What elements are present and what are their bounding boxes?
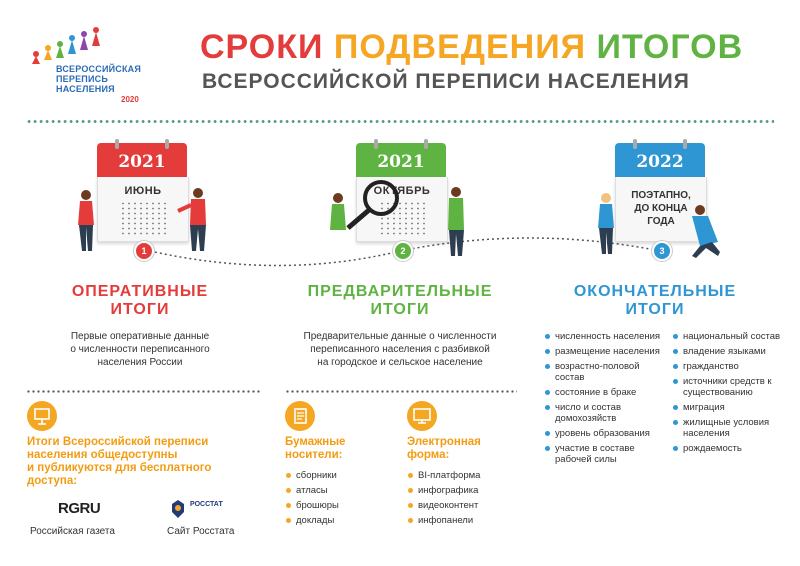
stage-desc-line: на городское и сельское население <box>317 357 483 368</box>
list-item: инфографика <box>407 485 517 496</box>
electronic-heading <box>407 436 481 462</box>
list-item: возрастно-половой состав <box>544 361 664 383</box>
logo-line: НАСЕЛЕНИЯ <box>56 84 115 94</box>
list-item: уровень образования <box>544 428 664 439</box>
calendar-ring <box>633 139 637 149</box>
list-item: число и состав домохозяйств <box>544 402 664 424</box>
calendar-year: 2022 <box>615 143 705 177</box>
calendar-year: 2021 <box>97 143 187 177</box>
electronic-heading-line: форма: <box>407 449 450 461</box>
access-text <box>27 436 257 488</box>
logo-year: 2020 <box>121 95 139 104</box>
access-text-line: и публикуются для бесплатного <box>27 462 212 474</box>
list-item: миграция <box>672 402 782 413</box>
stage-number-badge: 2 <box>393 241 413 261</box>
final-results-list-1 <box>544 331 664 469</box>
calendar-ring <box>683 139 687 149</box>
page-subtitle: ВСЕРОССИЙСКОЙ ПЕРЕПИСИ НАСЕЛЕНИЯ <box>202 70 690 93</box>
calendar-period-line: ПОЭТАПНО, <box>631 190 691 201</box>
rosstat-label[interactable]: Сайт Росстата <box>167 526 235 537</box>
list-item: рождаемость <box>672 443 782 454</box>
document-icon <box>285 401 315 431</box>
access-text-line: Итоги Всероссийской переписи <box>27 436 209 448</box>
stage-number-badge: 1 <box>134 241 154 261</box>
list-item: инфопанели <box>407 515 517 526</box>
paper-heading <box>285 436 345 462</box>
stage-desc-line: населения России <box>97 357 183 368</box>
calendar-ring <box>424 139 428 149</box>
list-item: национальный состав <box>672 331 782 342</box>
calendar-year: 2021 <box>356 143 446 177</box>
list-item: сборники <box>285 470 385 481</box>
logo-line: ВСЕРОССИЙСКАЯ <box>56 64 142 74</box>
monitor-icon <box>407 401 437 431</box>
calendar-ring <box>165 139 169 149</box>
calendar-month: ИЮНЬ <box>124 185 162 197</box>
list-item: жилищные условия населения <box>672 417 782 439</box>
calendar-ring <box>374 139 378 149</box>
stage-title-line: ИТОГИ <box>625 301 685 318</box>
electronic-list <box>407 470 517 530</box>
stage-title-final <box>555 283 755 319</box>
calendar-ring <box>115 139 119 149</box>
stage-title-line: ИТОГИ <box>370 301 430 318</box>
stage-number-badge: 3 <box>652 241 672 261</box>
rosstat-emblem-icon <box>168 498 188 520</box>
list-item: участие в составе рабочей силы <box>544 443 664 465</box>
calendar-period-line: ГОДА <box>647 216 675 227</box>
list-item: размещение населения <box>544 346 664 357</box>
title-word: ИТОГОВ <box>596 28 744 66</box>
list-item: источники средств к существованию <box>672 376 782 398</box>
stage-desc-line: Предварительные данные о численности <box>303 331 497 342</box>
stage-title-line: ИТОГИ <box>110 301 170 318</box>
paper-heading-line: Бумажные <box>285 436 346 448</box>
stage-title-preliminary <box>290 283 510 319</box>
rosstat-logo[interactable]: РОССТАТ <box>190 501 223 508</box>
list-item: BI-платформа <box>407 470 517 481</box>
list-item: видеоконтент <box>407 500 517 511</box>
list-item: атласы <box>285 485 385 496</box>
access-text-line: доступа: <box>27 475 78 487</box>
title-word: СРОКИ <box>200 28 324 66</box>
stage-title-line: ПРЕДВАРИТЕЛЬНЫЕ <box>307 283 493 300</box>
list-item: состояние в браке <box>544 387 664 398</box>
calendar-month: ОКТЯБРЬ <box>373 185 431 197</box>
calendar-period-line: ДО КОНЦА <box>634 203 688 214</box>
paper-list <box>285 470 385 530</box>
stage-desc-preliminary <box>285 330 515 369</box>
stage-desc-operational <box>40 330 240 369</box>
list-item: численность населения <box>544 331 664 342</box>
title-word: ПОДВЕДЕНИЯ <box>333 28 587 66</box>
stage-desc-line: Первые оперативные данные <box>70 331 210 342</box>
presentation-icon <box>27 401 57 431</box>
stage-desc-line: переписанного населения с разбивкой <box>310 344 490 355</box>
electronic-heading-line: Электронная <box>407 436 481 448</box>
paper-heading-line: носители: <box>285 449 343 461</box>
stage-title-operational <box>40 283 240 319</box>
rg-label[interactable]: Российская газета <box>30 526 115 537</box>
stage-title-line: ОКОНЧАТЕЛЬНЫЕ <box>573 283 737 300</box>
rg-logo[interactable]: RGRU <box>58 500 101 517</box>
list-item: брошюры <box>285 500 385 511</box>
access-text-line: населения общедоступны <box>27 449 178 461</box>
list-item: доклады <box>285 515 385 526</box>
section-divider <box>285 390 517 393</box>
stage-title-line: ОПЕРАТИВНЫЕ <box>71 283 209 300</box>
stage-desc-line: о численности переписанного <box>70 344 210 355</box>
logo-line: ПЕРЕПИСЬ <box>56 74 108 84</box>
list-item: гражданство <box>672 361 782 372</box>
final-results-list-2 <box>672 331 782 458</box>
list-item: владение языками <box>672 346 782 357</box>
section-divider <box>26 390 260 393</box>
